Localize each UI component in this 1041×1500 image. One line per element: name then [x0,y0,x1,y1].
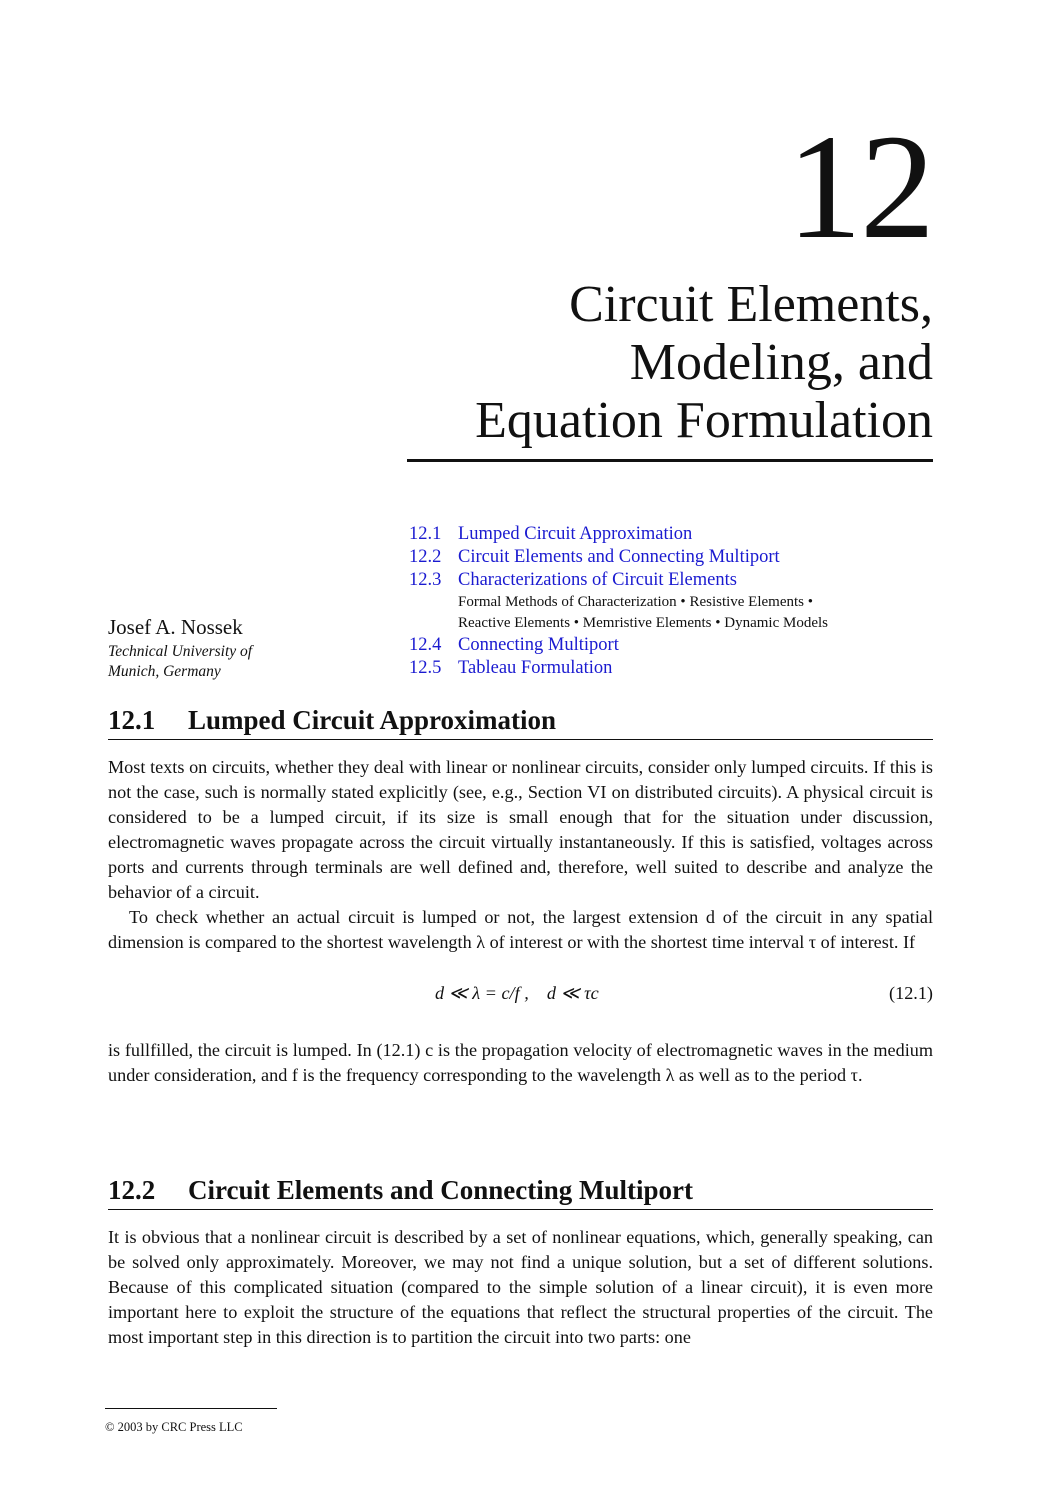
toc-entry-12-4[interactable] [409,634,939,657]
chapter-title-line: Circuit Elements, [569,276,933,333]
section-number: 12.1 [108,705,156,735]
equation-number: (12.1) [889,983,933,1003]
title-rule [407,459,933,462]
chapter-title-line: Modeling, and [629,334,933,391]
affiliation-line: Technical University of [108,643,253,660]
paragraph: is fullfilled, the circuit is lumped. In (12.1) c is the propagation velocity of electromagnetic waves in the medium under consideration, and f is the frequency corresponding to the wavelength λ as well as to the period τ. [108,1040,933,1085]
chapter-title-line: Equation Formulation [475,392,933,449]
toc-subtopics [409,592,939,634]
paragraph: It is obvious that a nonlinear circuit is described by a set of nonlinear equations, which, generally speaking, can be solved only approximately. Moreover, we may not find a unique solution, but a set of different solutions. Because of this complicated situation (compared to the simple solution of a linear circuit), it is even more important here to exploit the structure of the equations that reflect the structural properties of the circuit. The most important step in this direction is to partition the circuit into two parts: one [108,1227,933,1347]
paragraph: Most texts on circuits, whether they deal with linear or nonlinear circuits, consider only lumped circuits. If this is not the case, such is normally stated explicitly (see, e.g., Section VI on distributed circuits). A physical circuit is considered to be a lumped circuit, if its size is small enough that for the situation under discussion, electromagnetic waves propagate across the circuit virtually instantaneously. If this is satisfied, voltages across ports and currents through terminals are well defined and, therefore, well suited to describe and analyze the behavior of a circuit. [108,757,933,902]
section-heading [108,703,933,740]
toc-link[interactable]: Characterizations of Circuit Elements [458,570,737,590]
toc-subtopic-line: Reactive Elements • Memristive Elements • Dynamic Models [458,615,828,631]
toc-entry-12-1[interactable] [409,523,939,546]
author-block [108,614,252,682]
toc-number: 12.5 [409,658,442,678]
equation-body: d ≪ λ = c/f , d ≪ τc [435,983,599,1003]
toc-number: 12.3 [409,570,442,590]
copyright-notice: © 2003 by CRC Press LLC [105,1420,243,1434]
toc-entry-12-2[interactable] [409,546,939,569]
author-affiliation [108,642,252,682]
table-of-contents [409,523,939,680]
section-title: Circuit Elements and Connecting Multiport [188,1175,693,1205]
toc-entry-12-3[interactable] [409,569,939,592]
toc-number: 12.1 [409,524,442,544]
toc-entry-12-5[interactable] [409,657,939,680]
section-heading [108,1173,933,1210]
section-number: 12.2 [108,1175,156,1205]
chapter-number: 12 [787,104,933,270]
section-12-1 [108,703,933,1088]
toc-subtopic-line: Formal Methods of Characterization • Resistive Elements • [458,594,814,610]
toc-link[interactable]: Connecting Multiport [458,635,619,655]
toc-link[interactable]: Circuit Elements and Connecting Multiport [458,547,780,567]
affiliation-line: Munich, Germany [108,663,221,680]
author-name: Josef A. Nossek [108,615,243,639]
toc-link[interactable]: Lumped Circuit Approximation [458,524,693,544]
chapter-title [475,276,933,450]
toc-link[interactable]: Tableau Formulation [458,658,613,678]
section-title: Lumped Circuit Approximation [188,705,557,735]
paragraph: To check whether an actual circuit is lumped or not, the largest extension d of the circuit in any spatial dimension is compared to the shortest wavelength λ of interest or with the shortest time interval τ of interest. If [108,907,933,952]
toc-number: 12.4 [409,635,442,655]
toc-number: 12.2 [409,547,442,567]
section-12-2 [108,1173,933,1350]
footer-rule [105,1408,277,1409]
equation-12-1 [108,983,933,1008]
